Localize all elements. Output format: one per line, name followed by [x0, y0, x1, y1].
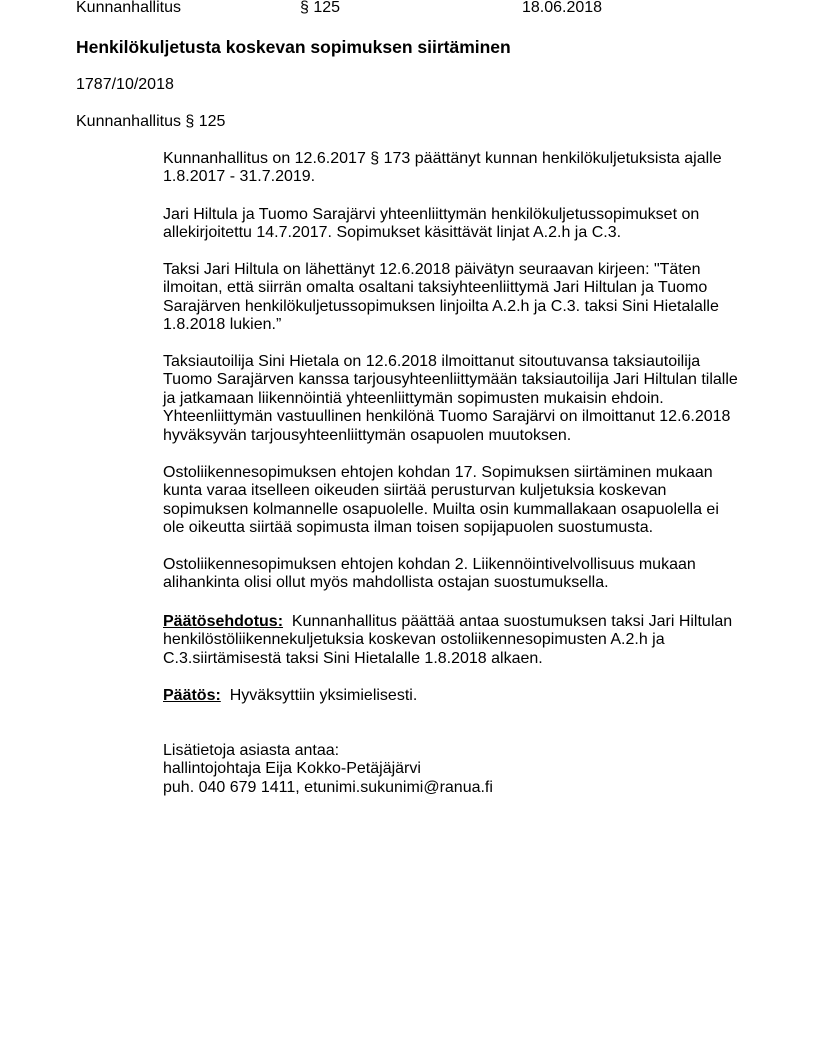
text-line: allekirjoitettu 14.7.2017. Sopimukset käsittävät linjat A.2.h ja C.3. [163, 224, 622, 242]
text-line: puh. 040 679 1411, etunimi.sukunimi@ranua.fi [163, 778, 493, 796]
text-line: 1.8.2017 - 31.7.2019. [163, 168, 316, 186]
paragraph [163, 150, 722, 187]
contact-info [163, 742, 493, 797]
text-line: Ostoliikennesopimuksen ehtojen kohdan 17. Sopimuksen siirtäminen mukaan [163, 464, 713, 481]
paragraph [163, 206, 699, 243]
decision-label: Päätös: [163, 687, 221, 704]
text-line: Sarajärven henkilökuljetussopimuksen linjoilta A.2.h ja C.3. taksi Sini Hietalalle [163, 297, 719, 315]
proposal-label: Päätösehdotus: [163, 613, 284, 630]
text-line: kunta varaa itselleen oikeuden siirtää perusturvan kuljetuksia koskevan [163, 482, 667, 500]
header-section: § 125 [300, 0, 341, 16]
document-title: Henkilökuljetusta koskevan sopimuksen siirtäminen [76, 37, 511, 57]
text-line: sopimuksen kolmannelle osapuolelle. Muilta osin kummallakaan osapuolella ei [163, 500, 719, 518]
paragraph [163, 261, 719, 335]
text-line: ilmoitan, että siirrän omalta osaltani taksiyhteenliittymä Jari Hiltulan ja Tuomo [163, 279, 708, 297]
header-body: Kunnanhallitus [76, 0, 181, 16]
text-line: Kunnanhallitus on 12.6.2017 § 173 päättänyt kunnan henkilökuljetuksista ajalle [163, 150, 722, 167]
paragraph [163, 464, 719, 538]
text-line: Lisätietoja asiasta antaa: [163, 742, 340, 759]
decision [163, 687, 417, 705]
text-line: henkilöstöliikennekuljetuksia koskevan ostoliikennesopimusten A.2.h ja [163, 631, 665, 649]
paragraph [163, 556, 696, 593]
text-line: Taksi Jari Hiltula on lähettänyt 12.6.2018 päivätyn seuraavan kirjeen: "Täten [163, 261, 701, 278]
text-line: alihankinta olisi ollut myös mahdollista ostajan suostumuksella. [163, 574, 609, 592]
text-line: ja jatkamaan liikennöintiä yhteenliittymän sopimusten mukaisin ehdoin. [163, 389, 664, 407]
text-line: hallintojohtaja Eija Kokko-Petäjäjärvi [163, 760, 421, 778]
text-line: 1.8.2018 lukien.” [163, 316, 282, 334]
text-line: ole oikeutta siirtää sopimusta ilman toisen sopijapuolen suostumusta. [163, 519, 654, 537]
text-line: Tuomo Sarajärven kanssa tarjousyhteenliittymään taksiautoilija Jari Hiltulan tilalle [163, 371, 738, 389]
text-line: Kunnanhallitus päättää antaa suostumuksen taksi Jari Hiltulan [291, 613, 733, 630]
subheading: Kunnanhallitus § 125 [76, 113, 226, 130]
text-line: Taksiautoilija Sini Hietala on 12.6.2018 ilmoittanut sitoutuvansa taksiautoilija [163, 353, 701, 370]
text-line: Yhteenliittymän vastuullinen henkilönä Tuomo Sarajärvi on ilmoittanut 12.6.2018 [163, 408, 731, 426]
case-number: 1787/10/2018 [76, 76, 174, 93]
paragraph [163, 353, 738, 445]
text-line: Jari Hiltula ja Tuomo Sarajärvi yhteenliittymän henkilökuljetussopimukset on [163, 206, 700, 223]
text-line: hyväksyvän tarjousyhteenliittymän osapuolen muutoksen. [163, 426, 572, 444]
header-date: 18.06.2018 [522, 0, 603, 16]
decision-text: Hyväksyttiin yksimielisesti. [229, 687, 418, 704]
text-line: Ostoliikennesopimuksen ehtojen kohdan 2. Liikennöintivelvollisuus mukaan [163, 556, 696, 573]
decision-proposal [163, 613, 732, 668]
text-line: C.3.siirtämisestä taksi Sini Hietalalle 1.8.2018 alkaen. [163, 649, 543, 667]
